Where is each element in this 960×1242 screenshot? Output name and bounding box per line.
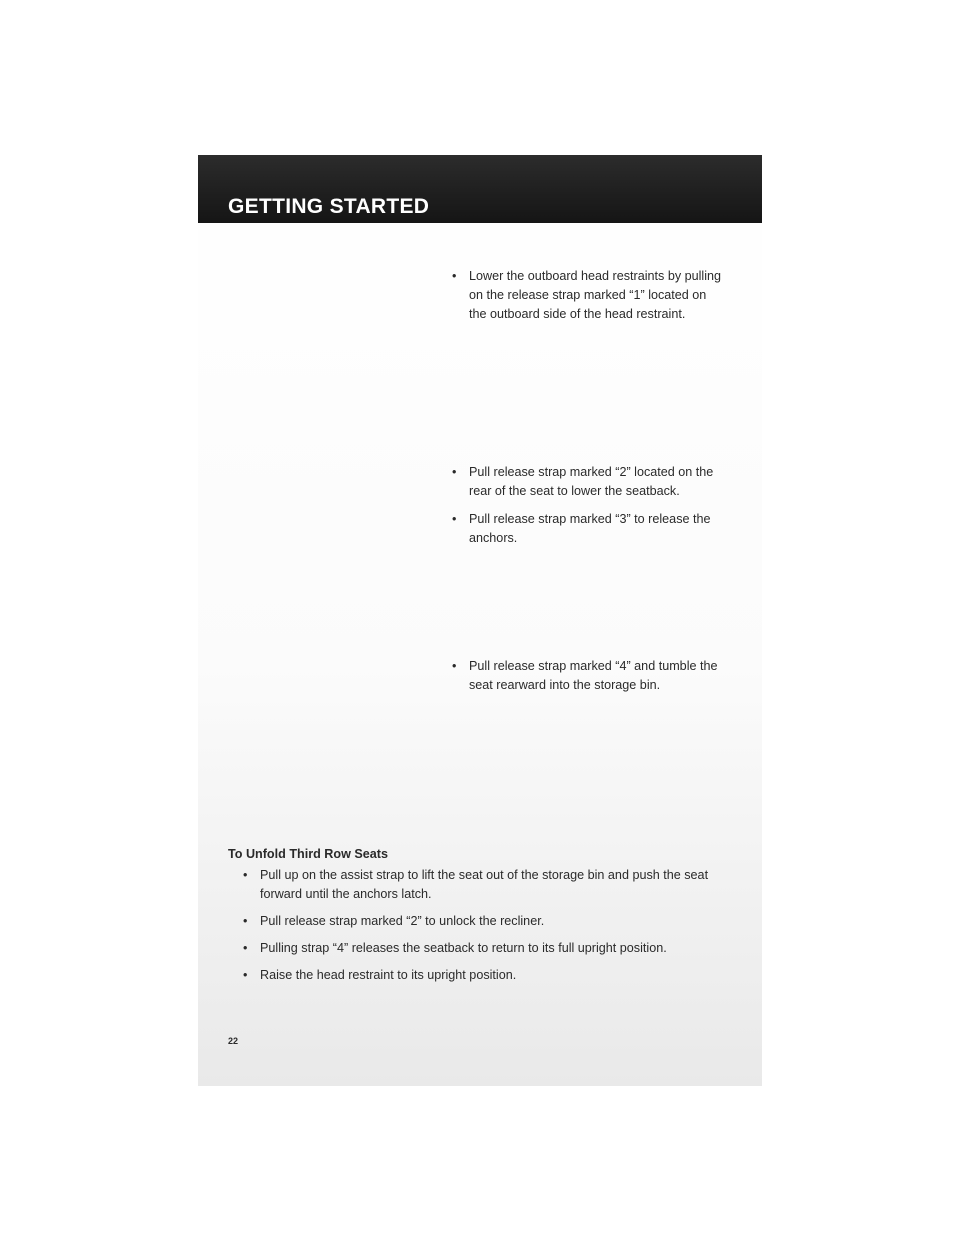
bullet-icon: • bbox=[243, 868, 248, 882]
step-text: Pulling strap “4” releases the seatback to return to its full upright position. bbox=[260, 941, 667, 955]
bullet-icon: • bbox=[452, 269, 457, 283]
bullet-icon: • bbox=[452, 465, 457, 479]
list-item bbox=[452, 267, 722, 324]
manual-page bbox=[198, 155, 762, 1086]
section-title: GETTING STARTED bbox=[228, 195, 430, 218]
list-item bbox=[452, 463, 722, 501]
step-text: Lower the outboard head restraints by pulling on the release strap marked “1” located on the outboard side of the head restraint. bbox=[469, 269, 722, 321]
unfold-steps-list bbox=[243, 866, 733, 993]
list-item bbox=[452, 510, 722, 548]
list-item bbox=[452, 657, 722, 695]
step-text: Pull release strap marked “2” located on the rear of the seat to lower the seatback. bbox=[469, 465, 714, 498]
bullet-icon: • bbox=[243, 914, 248, 928]
step-text: Raise the head restraint to its upright position. bbox=[260, 968, 517, 982]
steps-list-2 bbox=[452, 463, 722, 557]
step-text: Pull release strap marked “4” and tumble the seat rearward into the storage bin. bbox=[469, 659, 718, 692]
step-text: Pull release strap marked “3” to release the anchors. bbox=[469, 512, 711, 545]
list-item bbox=[243, 966, 733, 985]
list-item bbox=[243, 866, 733, 904]
page-number: 22 bbox=[228, 1036, 239, 1046]
step-text: Pull up on the assist strap to lift the seat out of the storage bin and push the seat forward until the anchors latch. bbox=[260, 868, 709, 901]
bullet-icon: • bbox=[243, 941, 248, 955]
step-text: Pull release strap marked “2” to unlock the recliner. bbox=[260, 914, 545, 928]
steps-list-1 bbox=[452, 267, 722, 333]
bullet-icon: • bbox=[452, 659, 457, 673]
section-header-bar bbox=[198, 155, 762, 223]
list-item bbox=[243, 912, 733, 931]
bullet-icon: • bbox=[452, 512, 457, 526]
unfold-section-heading: To Unfold Third Row Seats bbox=[228, 847, 388, 861]
bullet-icon: • bbox=[243, 968, 248, 982]
steps-list-3 bbox=[452, 657, 722, 704]
list-item bbox=[243, 939, 733, 958]
